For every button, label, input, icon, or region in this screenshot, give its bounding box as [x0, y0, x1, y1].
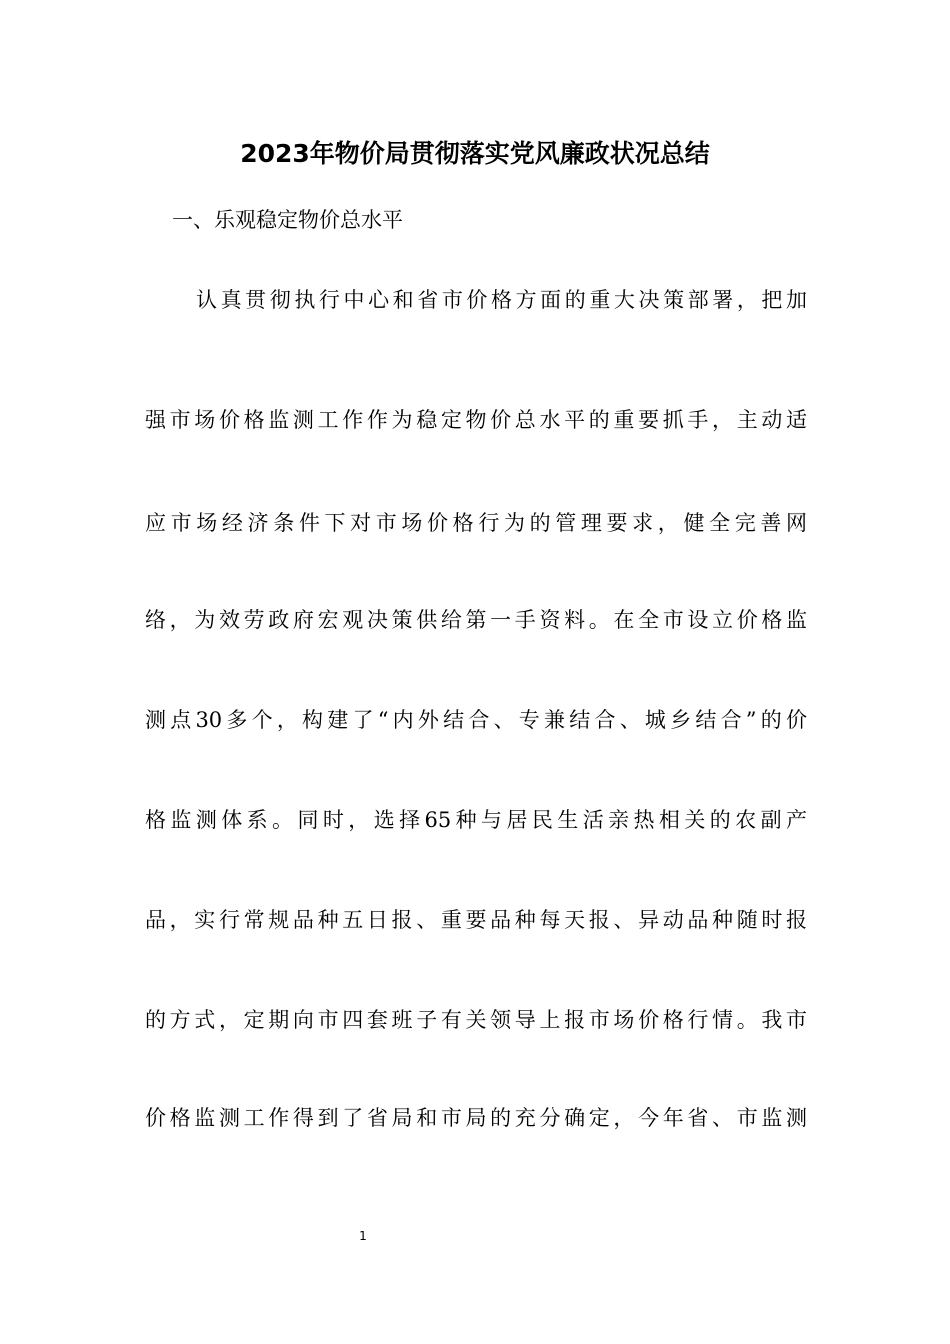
paragraph-line: 的方式，定期向市四套班子有关领导上报市场价格行情。我市 [145, 1008, 807, 1032]
paragraph-line: 认真贯彻执行中心和省市价格方面的重大决策部署，把加 [196, 288, 807, 312]
paragraph-line: 应市场经济条件下对市场价格行为的管理要求，健全完善网 [145, 511, 807, 535]
paragraph-line: 测点30多个，构建了“内外结合、专兼结合、城乡结合”的价 [145, 708, 807, 732]
paragraph-line: 格监测体系。同时，选择65种与居民生活亲热相关的农副产 [145, 808, 807, 832]
paragraph-line: 络，为效劳政府宏观决策供给第一手资料。在全市设立价格监 [145, 608, 807, 632]
paragraph-line: 价格监测工作得到了省局和市局的充分确定，今年省、市监测 [145, 1106, 807, 1130]
page-number: 1 [359, 1229, 367, 1243]
paragraph-line: 品，实行常规品种五日报、重要品种每天报、异动品种随时报 [145, 908, 807, 932]
paragraph-line: 强市场价格监测工作作为稳定物价总水平的重要抓手，主动适 [145, 408, 807, 432]
section-heading: 一、乐观稳定物价总水平 [172, 208, 403, 232]
document-title: 2023年物价局贯彻落实党风廉政状况总结 [240, 139, 710, 168]
